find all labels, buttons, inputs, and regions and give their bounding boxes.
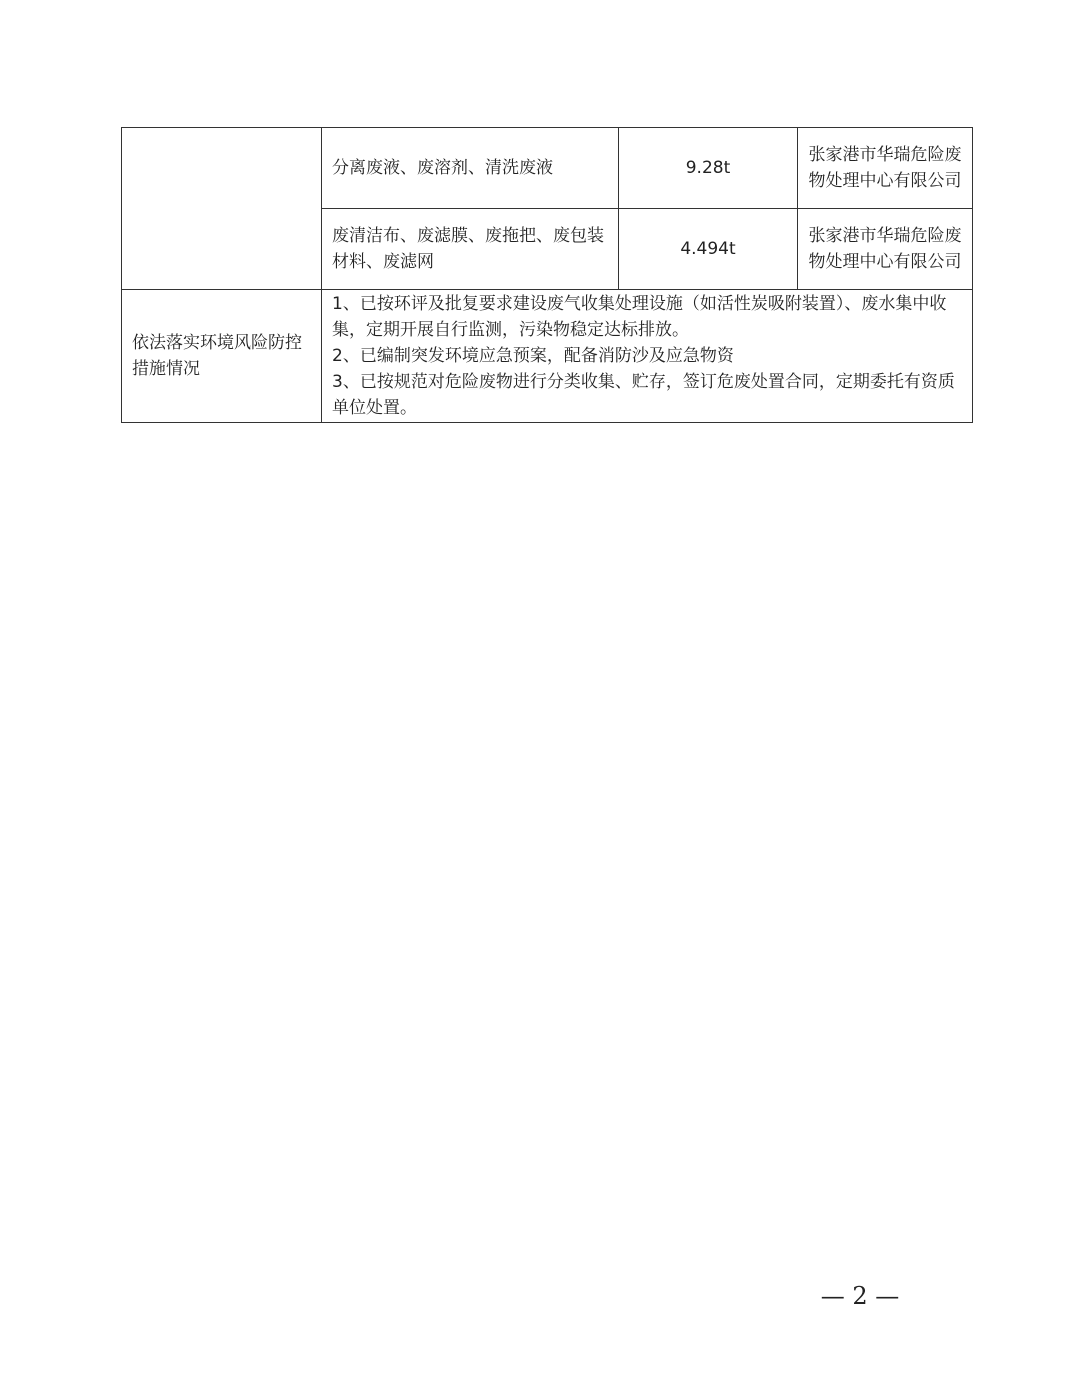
waste-amount-cell: 4.494t <box>619 209 798 290</box>
waste-name-cell: 废清洁布、废滤膜、废拖把、废包装材料、废滤网 <box>322 209 619 290</box>
measure-item: 3、已按规范对危险废物进行分类收集、贮存，签订危废处置合同，定期委托有资质单位处置。 <box>332 372 955 418</box>
hazardous-waste-table <box>121 127 973 423</box>
measure-item: 1、已按环评及批复要求建设废气收集处理设施（如活性炭吸附装置）、废水集中收集，定期开展自行监测，污染物稳定达标排放。 <box>332 294 947 340</box>
waste-amount-cell: 9.28t <box>619 128 798 209</box>
disposal-company-cell: 张家港市华瑞危险废物处理中心有限公司 <box>798 209 973 290</box>
measure-item: 2、已编制突发环境应急预案，配备消防沙及应急物资 <box>332 346 734 366</box>
table-row <box>122 290 973 423</box>
empty-label-cell <box>122 128 322 290</box>
risk-control-measures-cell <box>322 290 973 423</box>
disposal-company-cell: 张家港市华瑞危险废物处理中心有限公司 <box>798 128 973 209</box>
table-row <box>122 128 973 209</box>
risk-control-label-cell: 依法落实环境风险防控措施情况 <box>122 290 322 423</box>
waste-name-cell: 分离废液、废溶剂、清洗废液 <box>322 128 619 209</box>
page-number: — 2 — <box>820 1282 900 1310</box>
